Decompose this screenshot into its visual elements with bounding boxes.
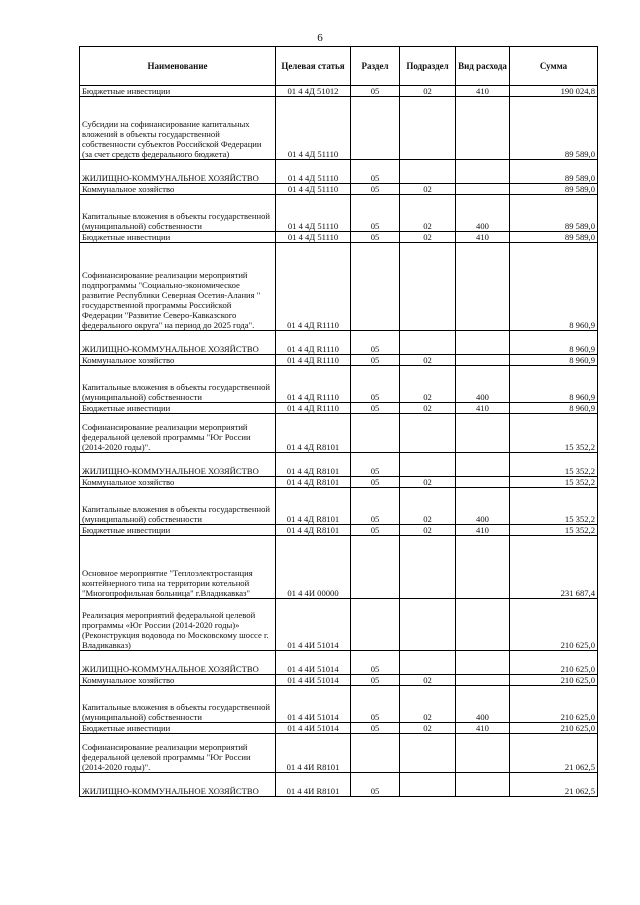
cell-subsection	[400, 160, 456, 184]
table-row	[80, 536, 598, 599]
cell-amount: 15 352,2	[510, 477, 598, 488]
cell-subsection	[400, 97, 456, 160]
cell-name: ЖИЛИЩНО-КОММУНАЛЬНОЕ ХОЗЯЙСТВО	[80, 453, 276, 477]
cell-section	[351, 599, 400, 651]
cell-type: 410	[456, 525, 510, 536]
header-amount: Сумма	[510, 47, 598, 86]
table-row	[80, 366, 598, 403]
cell-subsection	[400, 651, 456, 675]
cell-name: Коммунальное хозяйство	[80, 184, 276, 195]
cell-code: 01 4 4Д R8101	[276, 488, 351, 525]
cell-amount: 21 062,5	[510, 773, 598, 797]
cell-amount: 210 625,0	[510, 599, 598, 651]
table-row	[80, 723, 598, 734]
cell-name: Капитальные вложения в объекты государственной (муниципальной) собственности	[80, 686, 276, 723]
cell-type: 410	[456, 403, 510, 414]
cell-type: 400	[456, 686, 510, 723]
cell-name: Субсидии на софинансирование капитальных вложений в объекты государственной собственности субъектов Российской Федерации (за счет средств федерального бюджета)	[80, 97, 276, 160]
table-row	[80, 734, 598, 773]
cell-name: ЖИЛИЩНО-КОММУНАЛЬНОЕ ХОЗЯЙСТВО	[80, 160, 276, 184]
header-expense-type: Вид расхода	[456, 47, 510, 86]
table-row	[80, 477, 598, 488]
cell-section: 05	[351, 331, 400, 355]
cell-amount: 89 589,0	[510, 184, 598, 195]
cell-type	[456, 331, 510, 355]
cell-type	[456, 355, 510, 366]
cell-section: 05	[351, 160, 400, 184]
cell-subsection: 02	[400, 184, 456, 195]
cell-code: 01 4 4Д R1110	[276, 331, 351, 355]
cell-subsection	[400, 453, 456, 477]
cell-section: 05	[351, 773, 400, 797]
header-subsection: Подраздел	[400, 47, 456, 86]
cell-code: 01 4 4Д 51110	[276, 232, 351, 243]
cell-name: Капитальные вложения в объекты государственной (муниципальной) собственности	[80, 366, 276, 403]
cell-name: Капитальные вложения в объекты государственной (муниципальной) собственности	[80, 488, 276, 525]
cell-subsection	[400, 536, 456, 599]
cell-type	[456, 734, 510, 773]
table-row	[80, 160, 598, 184]
cell-name: Коммунальное хозяйство	[80, 355, 276, 366]
table-header-row	[80, 47, 598, 86]
cell-code: 01 4 4Д R8101	[276, 525, 351, 536]
cell-amount: 8 960,9	[510, 366, 598, 403]
cell-subsection	[400, 599, 456, 651]
cell-section: 05	[351, 488, 400, 525]
cell-name: ЖИЛИЩНО-КОММУНАЛЬНОЕ ХОЗЯЙСТВО	[80, 651, 276, 675]
table-row	[80, 488, 598, 525]
cell-name: Бюджетные инвестиции	[80, 525, 276, 536]
cell-subsection	[400, 414, 456, 453]
header-section: Раздел	[351, 47, 400, 86]
table-row	[80, 184, 598, 195]
cell-amount: 8 960,9	[510, 243, 598, 331]
table-row	[80, 686, 598, 723]
cell-amount: 15 352,2	[510, 525, 598, 536]
cell-name: Софинансирование реализации мероприятий подпрограммы "Социально-экономическое развитие Республики Северная Осетия-Алания " государственной программы Российской Федерации "Развитие Северо-Кавказского федерального округа" на период до 2025 года".	[80, 243, 276, 331]
cell-code: 01 4 4Д R8101	[276, 477, 351, 488]
cell-name: Бюджетные инвестиции	[80, 403, 276, 414]
cell-name: Основное мероприятие "Теплоэлектростанция контейнерного типа на территории котельной "Многопрофильная больница" г.Владикавказ"	[80, 536, 276, 599]
cell-code: 01 4 4Д R1110	[276, 403, 351, 414]
cell-subsection: 02	[400, 86, 456, 97]
cell-section: 05	[351, 723, 400, 734]
table-row	[80, 599, 598, 651]
table-row	[80, 195, 598, 232]
cell-name: Коммунальное хозяйство	[80, 477, 276, 488]
cell-type: 400	[456, 488, 510, 525]
cell-amount: 210 625,0	[510, 723, 598, 734]
cell-type	[456, 536, 510, 599]
cell-subsection	[400, 331, 456, 355]
cell-section: 05	[351, 403, 400, 414]
cell-name: ЖИЛИЩНО-КОММУНАЛЬНОЕ ХОЗЯЙСТВО	[80, 773, 276, 797]
cell-section	[351, 414, 400, 453]
cell-amount: 8 960,9	[510, 355, 598, 366]
cell-type	[456, 160, 510, 184]
cell-section: 05	[351, 525, 400, 536]
cell-subsection: 02	[400, 403, 456, 414]
cell-section	[351, 536, 400, 599]
cell-type: 410	[456, 86, 510, 97]
cell-type	[456, 651, 510, 675]
cell-subsection: 02	[400, 366, 456, 403]
cell-code: 01 4 4И 51014	[276, 675, 351, 686]
table-row	[80, 403, 598, 414]
cell-code: 01 4 4И 51014	[276, 723, 351, 734]
cell-type: 410	[456, 723, 510, 734]
cell-type: 400	[456, 195, 510, 232]
table-row	[80, 232, 598, 243]
cell-subsection: 02	[400, 723, 456, 734]
cell-code: 01 4 4И 51014	[276, 599, 351, 651]
cell-type	[456, 453, 510, 477]
cell-code: 01 4 4Д 51110	[276, 160, 351, 184]
cell-amount: 89 589,0	[510, 195, 598, 232]
cell-type	[456, 243, 510, 331]
cell-code: 01 4 4Д R1110	[276, 243, 351, 331]
cell-type	[456, 97, 510, 160]
cell-code: 01 4 4Д 51110	[276, 97, 351, 160]
cell-section: 05	[351, 232, 400, 243]
cell-amount: 190 024,8	[510, 86, 598, 97]
cell-section: 05	[351, 86, 400, 97]
cell-subsection	[400, 243, 456, 331]
cell-section: 05	[351, 195, 400, 232]
cell-name: Бюджетные инвестиции	[80, 232, 276, 243]
cell-code: 01 4 4Д 51110	[276, 195, 351, 232]
cell-type	[456, 414, 510, 453]
cell-section: 05	[351, 675, 400, 686]
cell-amount: 15 352,2	[510, 453, 598, 477]
cell-code: 01 4 4Д R1110	[276, 366, 351, 403]
cell-amount: 89 589,0	[510, 97, 598, 160]
cell-amount: 8 960,9	[510, 403, 598, 414]
header-name: Наименование	[80, 47, 276, 86]
cell-type	[456, 184, 510, 195]
budget-table	[79, 46, 598, 797]
cell-type: 400	[456, 366, 510, 403]
cell-code: 01 4 4Д R1110	[276, 355, 351, 366]
table-row	[80, 355, 598, 366]
cell-name: Реализация мероприятий федеральной целевой программы «Юг России (2014-2020 годы)» (Реконструкция водовода по Московскому шоссе г. Владикавказ)	[80, 599, 276, 651]
table-row	[80, 414, 598, 453]
cell-name: Капитальные вложения в объекты государственной (муниципальной) собственности	[80, 195, 276, 232]
cell-code: 01 4 4И R8101	[276, 773, 351, 797]
table-row	[80, 453, 598, 477]
cell-subsection: 02	[400, 232, 456, 243]
cell-subsection	[400, 734, 456, 773]
cell-subsection: 02	[400, 488, 456, 525]
cell-amount: 15 352,2	[510, 488, 598, 525]
cell-name: ЖИЛИЩНО-КОММУНАЛЬНОЕ ХОЗЯЙСТВО	[80, 331, 276, 355]
cell-section	[351, 243, 400, 331]
cell-type	[456, 599, 510, 651]
cell-subsection: 02	[400, 355, 456, 366]
page-number: 6	[317, 32, 323, 44]
cell-subsection: 02	[400, 477, 456, 488]
cell-subsection: 02	[400, 686, 456, 723]
table-row	[80, 243, 598, 331]
table-row	[80, 773, 598, 797]
cell-section: 05	[351, 366, 400, 403]
cell-section: 05	[351, 686, 400, 723]
cell-section: 05	[351, 184, 400, 195]
cell-section: 05	[351, 355, 400, 366]
table-row	[80, 675, 598, 686]
table-row	[80, 97, 598, 160]
cell-subsection: 02	[400, 525, 456, 536]
cell-subsection: 02	[400, 195, 456, 232]
cell-amount: 89 589,0	[510, 232, 598, 243]
cell-name: Софинансирование реализации мероприятий федеральной целевой программы "Юг России (2014-2020 годы)".	[80, 734, 276, 773]
cell-amount: 210 625,0	[510, 686, 598, 723]
cell-code: 01 4 4Д R8101	[276, 453, 351, 477]
cell-name: Коммунальное хозяйство	[80, 675, 276, 686]
cell-type	[456, 773, 510, 797]
cell-name: Бюджетные инвестиции	[80, 86, 276, 97]
cell-section	[351, 734, 400, 773]
cell-code: 01 4 4Д 51012	[276, 86, 351, 97]
cell-section	[351, 97, 400, 160]
table-row	[80, 331, 598, 355]
cell-subsection: 02	[400, 675, 456, 686]
table-row	[80, 86, 598, 97]
table-row	[80, 651, 598, 675]
cell-type	[456, 477, 510, 488]
cell-subsection	[400, 773, 456, 797]
cell-name: Бюджетные инвестиции	[80, 723, 276, 734]
cell-amount: 210 625,0	[510, 651, 598, 675]
cell-amount: 21 062,5	[510, 734, 598, 773]
cell-amount: 8 960,9	[510, 331, 598, 355]
cell-section: 05	[351, 453, 400, 477]
cell-code: 01 4 4Д 51110	[276, 184, 351, 195]
cell-amount: 231 687,4	[510, 536, 598, 599]
cell-type: 410	[456, 232, 510, 243]
cell-name: Софинансирование реализации мероприятий федеральной целевой программы "Юг России (2014-2020 годы)".	[80, 414, 276, 453]
cell-amount: 15 352,2	[510, 414, 598, 453]
cell-code: 01 4 4И 51014	[276, 686, 351, 723]
cell-section: 05	[351, 651, 400, 675]
cell-amount: 89 589,0	[510, 160, 598, 184]
cell-amount: 210 625,0	[510, 675, 598, 686]
header-code: Целевая статья	[276, 47, 351, 86]
table-row	[80, 525, 598, 536]
cell-type	[456, 675, 510, 686]
cell-code: 01 4 4И 51014	[276, 651, 351, 675]
cell-code: 01 4 4И R8101	[276, 734, 351, 773]
cell-code: 01 4 4Д R8101	[276, 414, 351, 453]
cell-section: 05	[351, 477, 400, 488]
cell-code: 01 4 4И 00000	[276, 536, 351, 599]
